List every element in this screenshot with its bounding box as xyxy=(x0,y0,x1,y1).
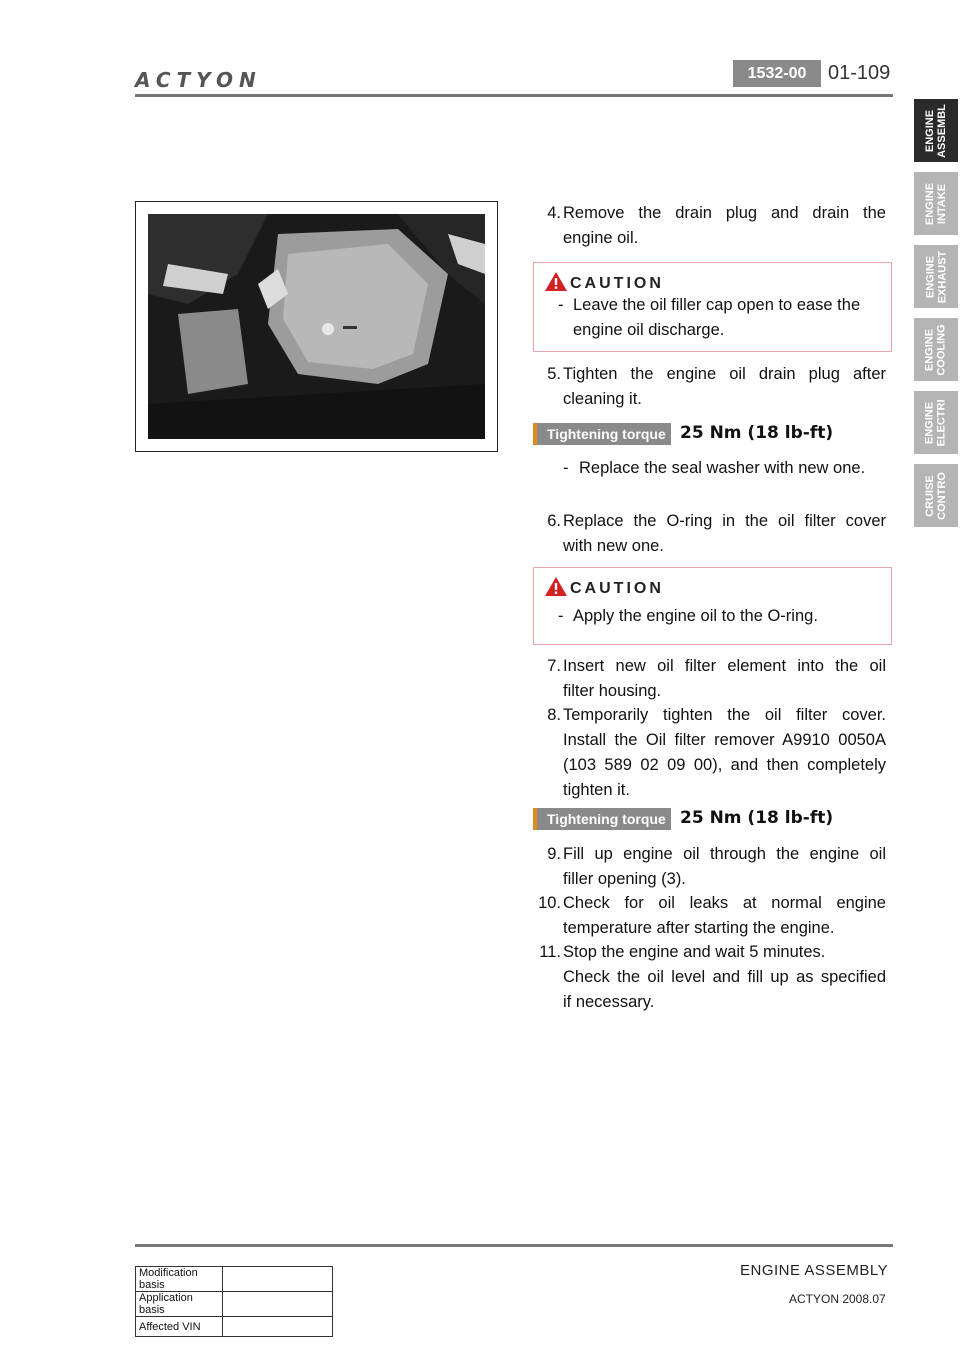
header-divider xyxy=(135,94,893,97)
tab-engine-cooling[interactable] xyxy=(914,318,958,381)
step-number: 4. xyxy=(547,204,561,222)
step-number: 7. xyxy=(547,657,561,675)
caution-text: Leave the oil filler cap open to ease the xyxy=(573,296,861,314)
torque-value: 25 Nm (18 lb-ft) xyxy=(680,423,834,443)
step-number: 8. xyxy=(547,706,561,724)
oil-pan-illustration xyxy=(148,214,485,439)
table-cell-value xyxy=(223,1317,333,1337)
step-text: Check the oil level and fill up as specified xyxy=(563,968,886,986)
table-cell-label: Affected VIN xyxy=(136,1317,223,1337)
step-text: Remove the drain plug and drain the xyxy=(563,204,886,222)
torque-label: Tightening torque xyxy=(533,423,671,445)
modification-table xyxy=(135,1266,333,1337)
step-text: engine oil. xyxy=(563,229,639,247)
table-row xyxy=(136,1267,333,1292)
step-number: 5. xyxy=(547,365,561,383)
footer-divider xyxy=(135,1244,893,1247)
step-text: Insert new oil filter element into the oil xyxy=(563,657,886,675)
table-cell-value xyxy=(223,1292,333,1317)
torque-value: 25 Nm (18 lb-ft) xyxy=(680,808,834,828)
step-text: if necessary. xyxy=(563,993,655,1011)
step-number: 6. xyxy=(547,512,561,530)
table-cell-label: Application basis xyxy=(136,1292,223,1317)
note-text: Replace the seal washer with new one. xyxy=(579,459,866,477)
warning-icon xyxy=(544,576,568,597)
step-text: filler opening (3). xyxy=(563,870,686,888)
section-code-badge: 1532-00 xyxy=(733,60,821,87)
table-cell-label: Modification basis xyxy=(136,1267,223,1292)
tab-engine-electrical[interactable] xyxy=(914,391,958,454)
step-text: Temporarily tighten the oil filter cover. xyxy=(563,706,886,724)
step-text: tighten it. xyxy=(563,781,630,799)
footer-model-date: ACTYON 2008.07 xyxy=(789,1292,886,1306)
tab-label: ENGINE ELECTRI xyxy=(924,398,948,447)
caution-heading: CAUTION xyxy=(570,580,664,597)
step-number: 10. xyxy=(538,894,561,912)
table-row xyxy=(136,1317,333,1337)
step-text: cleaning it. xyxy=(563,390,642,408)
tab-cruise-control[interactable] xyxy=(914,464,958,527)
photo-image xyxy=(148,214,485,439)
warning-icon xyxy=(544,271,568,292)
tab-label: ENGINE INTAKE xyxy=(924,182,948,225)
step-text: Check for oil leaks at normal engine xyxy=(563,894,886,912)
engine-oil-pan-photo xyxy=(135,201,498,452)
step-text: Install the Oil filter remover A9910 0050A xyxy=(563,731,886,749)
step-text: temperature after starting the engine. xyxy=(563,919,835,937)
tab-label: CRUISE CONTRO xyxy=(924,471,949,520)
caution-text: engine oil discharge. xyxy=(573,321,725,339)
step-text: Replace the O-ring in the oil filter cover xyxy=(563,512,886,530)
tab-label: ENGINE ASSEMBL xyxy=(924,103,948,158)
step-number: 11. xyxy=(539,943,561,961)
table-cell-value xyxy=(223,1267,333,1292)
step-text: with new one. xyxy=(563,537,664,555)
tab-engine-exhaust[interactable] xyxy=(914,245,958,308)
caution-box xyxy=(533,262,892,352)
caution-dash: - xyxy=(558,296,564,314)
tab-label: ENGINE COOLING xyxy=(924,323,948,376)
step-text: filter housing. xyxy=(563,682,662,700)
note-dash: - xyxy=(563,459,569,477)
brand-logo: ACTYON xyxy=(135,68,262,92)
footer-section-title: ENGINE ASSEMBLY xyxy=(740,1262,889,1279)
page-number: 01-109 xyxy=(828,62,891,84)
tab-engine-intake[interactable] xyxy=(914,172,958,235)
caution-dash: - xyxy=(558,607,564,625)
tab-engine-assembly[interactable] xyxy=(914,99,958,162)
caution-box xyxy=(533,567,892,645)
step-text: Fill up engine oil through the engine oil xyxy=(563,845,886,863)
caution-text: Apply the engine oil to the O-ring. xyxy=(573,607,818,625)
step-text: Tighten the engine oil drain plug after xyxy=(563,365,886,383)
caution-heading: CAUTION xyxy=(570,275,664,292)
step-number: 9. xyxy=(547,845,561,863)
step-text: (103 589 02 09 00), and then completely xyxy=(563,756,886,774)
tab-label: ENGINE EXHAUST xyxy=(924,250,948,303)
table-row xyxy=(136,1292,333,1317)
step-text: Stop the engine and wait 5 minutes. xyxy=(563,943,826,961)
torque-label: Tightening torque xyxy=(533,808,671,830)
